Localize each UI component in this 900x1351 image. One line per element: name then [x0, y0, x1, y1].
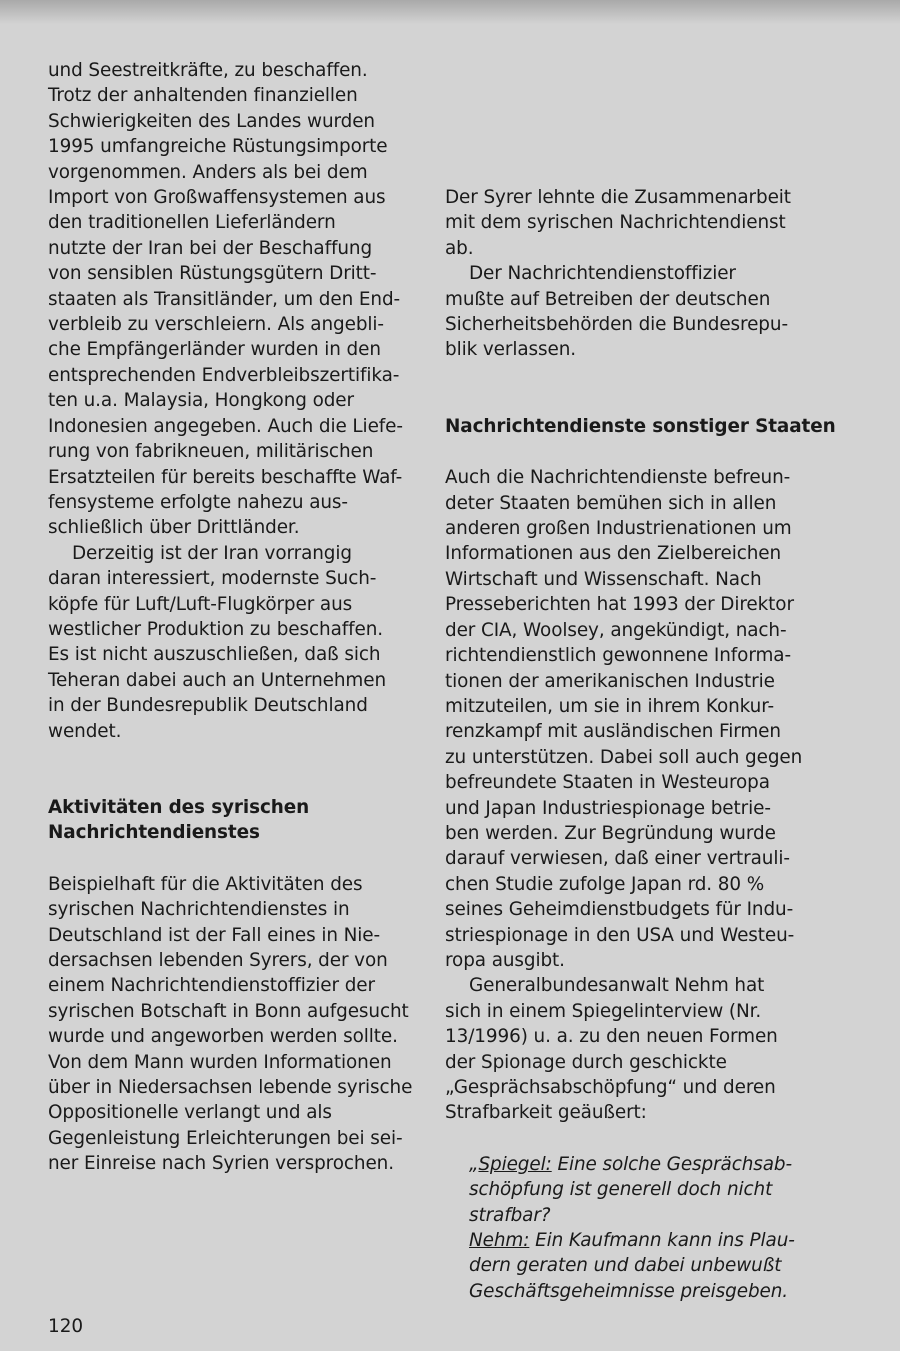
- spacer: [48, 846, 410, 872]
- text-line: Oppositionelle verlangt und als: [48, 1102, 332, 1124]
- text-line: ab.: [445, 237, 474, 259]
- quote-line: [469, 1152, 810, 1177]
- page-number: 120: [48, 1316, 84, 1337]
- text-line: darauf verwiesen, daß einer vertrauli-: [445, 848, 790, 870]
- officer-expelled-paragraph: [445, 261, 810, 363]
- left-column: [48, 58, 413, 1177]
- spacer: [445, 1126, 810, 1152]
- text-line: Teheran dabei auch an Unternehmen: [48, 669, 387, 691]
- text-line: von sensiblen Rüstungsgütern Dritt-: [48, 263, 377, 285]
- text-line: tionen der amerikanischen Industrie: [445, 670, 775, 692]
- text-line: Gegenleistung Erleichterungen bei sei-: [48, 1127, 403, 1149]
- spacer: [445, 439, 810, 465]
- text-line: Strafbarkeit geäußert:: [445, 1102, 647, 1124]
- text-line: mußte auf Betreiben der deutschen: [445, 288, 771, 310]
- text-line: Informationen aus den Zielbereichen: [445, 543, 782, 565]
- text-line: che Empfängerländer wurden in den: [48, 339, 381, 361]
- syrian-refusal-paragraph: [445, 185, 810, 261]
- text-line: mitzuteilen, um sie in ihrem Konkur-: [445, 695, 775, 717]
- text-line: syrischen Botschaft in Bonn aufgesucht: [48, 1000, 409, 1022]
- quote-line: dern geraten und dabei unbewußt: [469, 1255, 782, 1277]
- text-line: Ersatzteilen für bereits beschaffte Waf-: [48, 466, 403, 488]
- text-line: blik verlassen.: [445, 339, 577, 361]
- text-line: richtendienstlich gewonnene Informa-: [445, 645, 791, 667]
- text-line: dersachsen lebenden Syrers, der von: [48, 950, 388, 971]
- text-line: Deutschland ist der Fall eines in Nie-: [48, 924, 381, 946]
- text-line: nutzte der Iran bei der Beschaffung: [48, 237, 373, 259]
- text-line: mit dem syrischen Nachrichtendienst: [445, 212, 786, 234]
- text-line: 1995 umfangreiche Rüstungsimporte: [48, 136, 388, 158]
- quote-line: schöpfung ist generell doch nicht: [469, 1179, 773, 1201]
- text-line: den traditionellen Lieferländern: [48, 212, 336, 234]
- text-line: der CIA, Woolsey, angekündigt, nach-: [445, 619, 787, 641]
- text-line: anderen großen Industrienationen um: [445, 518, 792, 540]
- text-line: staaten als Transitländer, um den End-: [48, 288, 401, 310]
- text-line: befreundete Staaten in Westeuropa: [445, 772, 770, 794]
- text-line: Auch die Nachrichtendienste befreun-: [445, 467, 791, 489]
- text-line: zu unterstützen. Dabei soll auch gegen: [445, 746, 803, 768]
- heading-line: Nachrichtendienstes: [48, 822, 260, 844]
- text-line: Von dem Mann wurden Informationen: [48, 1051, 392, 1073]
- text-line: Beispielhaft für die Aktivitäten des: [48, 873, 363, 895]
- text-line: in der Bundesrepublik Deutschland: [48, 695, 368, 717]
- text-line: Sicherheitsbehörden die Bundesrepu-: [445, 314, 788, 336]
- text-line: vorgenommen. Anders als bei dem: [48, 161, 368, 183]
- text-line: striespionage in den USA und Westeu-: [445, 924, 795, 946]
- text-line: köpfe für Luft/Luft-Flugkörper aus: [48, 593, 353, 615]
- heading-line: Nachrichtendienste sonstiger Staaten: [445, 415, 836, 437]
- text-line: Derzeitig ist der Iran vorrangig: [72, 542, 352, 564]
- quote-text: Eine solche Gesprächsab-: [551, 1153, 793, 1175]
- quote-line: Geschäftsgeheimnisse preisgeben.: [469, 1280, 789, 1302]
- section-heading-other-states: [445, 414, 836, 439]
- section-heading-syria: [48, 795, 410, 846]
- text-line: daran interessiert, modernste Such-: [48, 568, 377, 590]
- text-line: Der Nachrichtendienstoffizier: [469, 263, 736, 285]
- text-line: deter Staaten bemühen sich in allen: [445, 492, 777, 514]
- spacer: [48, 744, 410, 795]
- heading-line: Aktivitäten des syrischen: [48, 796, 310, 818]
- text-line: seines Geheimdienstbudgets für Indu-: [445, 899, 794, 921]
- nehm-interview-paragraph: [445, 973, 810, 1125]
- text-line: Generalbundesanwalt Nehm hat: [469, 975, 765, 997]
- iran-interest-paragraph: [48, 541, 410, 744]
- text-line: sich in einem Spiegelinterview (Nr.: [445, 1000, 762, 1022]
- interview-quote: [445, 1152, 810, 1304]
- text-line: ten u.a. Malaysia, Hongkong oder: [48, 390, 354, 412]
- text-line: Wirtschaft und Wissenschaft. Nach: [445, 568, 762, 590]
- text-line: schließlich über Drittländer.: [48, 517, 300, 539]
- text-line: ropa ausgibt.: [445, 949, 565, 971]
- text-line: Trotz der anhaltenden finanziellen: [48, 85, 358, 107]
- text-line: Import von Großwaffensystemen aus: [48, 187, 386, 209]
- text-line: wendet.: [48, 720, 122, 742]
- text-line: westlicher Produktion zu beschaffen.: [48, 618, 384, 640]
- text-line: wurde und angeworben werden sollte.: [48, 1026, 398, 1048]
- text-line: rung von fabrikneuen, militärischen: [48, 441, 374, 463]
- text-line: renzkampf mit ausländischen Firmen: [445, 721, 781, 743]
- speaker-nehm: Nehm:: [469, 1230, 530, 1252]
- spacer: [445, 363, 810, 414]
- text-line: und Seestreitkräfte, zu beschaffen.: [48, 60, 368, 81]
- text-line: Indonesien angegeben. Auch die Liefe-: [48, 415, 403, 437]
- opening-quote-mark: „: [469, 1153, 479, 1175]
- text-line: über in Niedersachsen lebende syrische: [48, 1077, 413, 1099]
- right-column: [445, 185, 836, 1304]
- syria-case-paragraph: [48, 872, 413, 1177]
- text-line: Es ist nicht auszuschließen, daß sich: [48, 644, 381, 666]
- quote-line: [469, 1228, 810, 1253]
- text-line: ner Einreise nach Syrien versprochen.: [48, 1153, 394, 1175]
- quote-text: Ein Kaufmann kann ins Plau-: [529, 1230, 795, 1252]
- text-line: ben werden. Zur Begründung wurde: [445, 822, 776, 844]
- text-line: und Japan Industriespionage betrie-: [445, 797, 771, 819]
- text-line: 13/1996) u. a. zu den neuen Formen: [445, 1026, 778, 1048]
- quote-line: strafbar?: [469, 1204, 551, 1226]
- text-line: Presseberichten hat 1993 der Direktor: [445, 594, 794, 616]
- text-line: der Spionage durch geschickte: [445, 1051, 727, 1073]
- text-line: syrischen Nachrichtendienstes in: [48, 899, 350, 921]
- text-line: einem Nachrichtendienstoffizier der: [48, 975, 375, 997]
- text-line: verbleib zu verschleiern. Als angebli-: [48, 314, 384, 336]
- scan-top-shadow: [0, 0, 900, 24]
- text-line: Schwierigkeiten des Landes wurden: [48, 110, 375, 132]
- text-line: entsprechenden Endverbleibszertifika-: [48, 364, 400, 386]
- speaker-spiegel: Spiegel:: [478, 1153, 552, 1175]
- iran-procurement-paragraph: [48, 58, 410, 541]
- text-line: Der Syrer lehnte die Zusammenarbeit: [445, 187, 791, 208]
- text-line: chen Studie zufolge Japan rd. 80 %: [445, 873, 765, 895]
- friendly-services-paragraph: [445, 465, 810, 973]
- text-line: „Gesprächsabschöpfung“ und deren: [445, 1077, 776, 1098]
- text-line: fensysteme erfolgte nahezu aus-: [48, 491, 348, 513]
